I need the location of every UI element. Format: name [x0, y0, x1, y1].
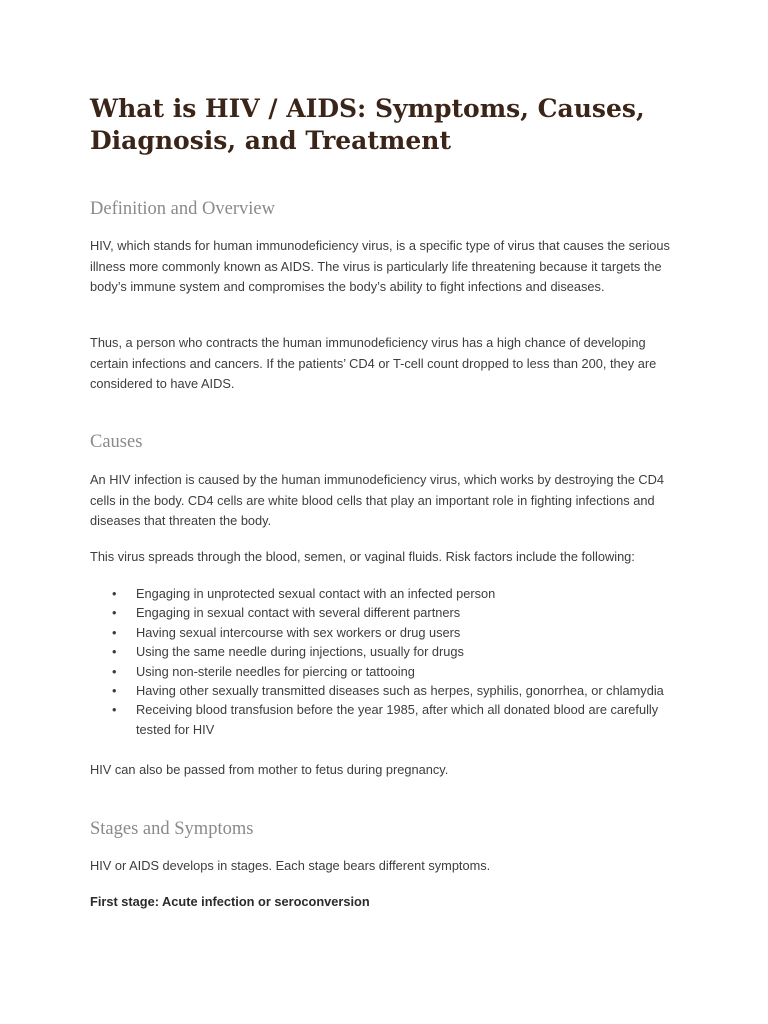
- bullet-icon: •: [112, 702, 117, 718]
- bullet-icon: •: [112, 683, 117, 699]
- list-item: [90, 662, 685, 681]
- bullet-icon: •: [112, 624, 117, 640]
- list-item: [90, 603, 685, 622]
- bullet-icon: •: [112, 586, 117, 601]
- list-item: [90, 584, 685, 603]
- risk-factor-text: Having other sexually transmitted diseases such as herpes, syphilis, gonorrhea, or chlamydia: [136, 683, 664, 699]
- overview-paragraph-1: HIV, which stands for human immunodeficiency virus, is a specific type of virus that causes the serious illness more commonly known as AIDS. The virus is particularly life threatening because it targets the body’s immune system and compromises the body’s ability to fight infections and diseases.: [90, 238, 670, 294]
- stages-intro-paragraph: HIV or AIDS develops in stages. Each stage bears different symptoms.: [90, 858, 491, 873]
- bullet-icon: •: [112, 605, 117, 621]
- section-heading-causes: Causes: [90, 432, 143, 452]
- list-item: [90, 700, 685, 739]
- risk-factor-text: Having sexual intercourse with sex workers or drug users: [136, 624, 461, 640]
- causes-closing-paragraph: HIV can also be passed from mother to fetus during pregnancy.: [90, 762, 449, 777]
- risk-factor-text: Using the same needle during injections, usually for drugs: [136, 644, 464, 660]
- causes-paragraph-2: This virus spreads through the blood, semen, or vaginal fluids. Risk factors include the following:: [90, 549, 635, 564]
- overview-paragraph-2: Thus, a person who contracts the human immunodeficiency virus has a high chance of developing certain infections and cancers. If the patients’ CD4 or T-cell count dropped to less than 200, they are considered to have AIDS.: [90, 335, 657, 391]
- risk-factor-text: Engaging in sexual contact with several different partners: [136, 605, 461, 621]
- bullet-icon: •: [112, 644, 117, 660]
- page-title: What is HIV / AIDS: Symptoms, Causes, Diagnosis, and Treatment: [90, 94, 645, 155]
- list-item: [90, 681, 685, 700]
- risk-factor-text: Using non-sterile needles for piercing or tattooing: [136, 663, 415, 679]
- list-item: [90, 623, 685, 642]
- first-stage-subheading: First stage: Acute infection or seroconversion: [90, 894, 370, 909]
- risk-factors-list: [90, 584, 685, 739]
- list-item: [90, 642, 685, 661]
- risk-factor-text: Receiving blood transfusion before the year 1985, after which all donated blood are carefully tested for HIV: [136, 702, 659, 737]
- bullet-icon: •: [112, 663, 117, 679]
- section-heading-stages: Stages and Symptoms: [90, 819, 254, 839]
- risk-factor-text: Engaging in unprotected sexual contact with an infected person: [136, 586, 496, 601]
- causes-paragraph-1: An HIV infection is caused by the human immunodeficiency virus, which works by destroying the CD4 cells in the body. CD4 cells are white blood cells that play an important role in fighting infections and diseases that threaten the body.: [90, 472, 664, 528]
- section-heading-overview: Definition and Overview: [90, 199, 275, 219]
